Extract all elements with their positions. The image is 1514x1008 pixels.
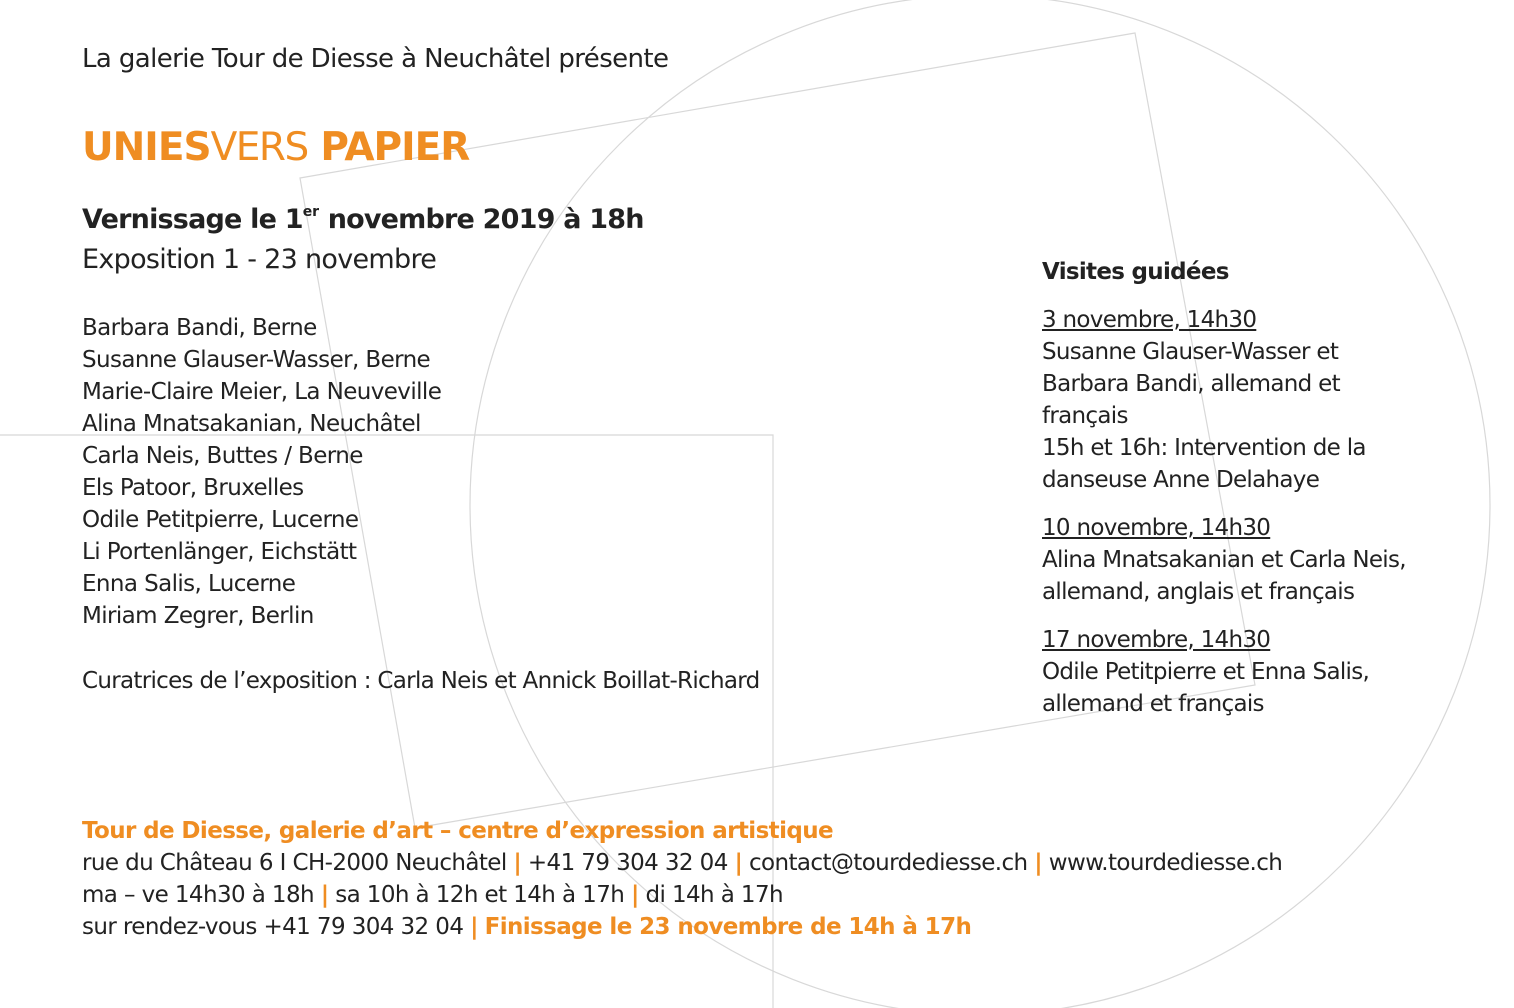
title-part-papier: PAPIER <box>307 125 470 170</box>
title-part-unies: UNIES <box>82 125 211 170</box>
artist-item: Li Portenlänger, Eichstätt <box>82 539 357 565</box>
artist-item: Barbara Bandi, Berne <box>82 315 317 341</box>
visit-detail: Alina Mnatsakanian et Carla Neis, <box>1042 547 1406 573</box>
artist-item: Marie-Claire Meier, La Neuveville <box>82 379 442 405</box>
visit-date: 10 novembre, 14h30 <box>1042 515 1271 541</box>
visit-detail: danseuse Anne Delahaye <box>1042 467 1320 493</box>
visit-detail: Barbara Bandi, allemand et <box>1042 371 1340 397</box>
curators-text: Curatrices de l’exposition : Carla Neis et Annick Boillat-Richard <box>82 668 760 694</box>
visit-date: 3 novembre, 14h30 <box>1042 307 1257 333</box>
visit-item <box>1042 624 1482 720</box>
gallery-phone: +41 79 304 32 04 <box>527 850 728 876</box>
artist-list <box>82 312 441 632</box>
hours-saturday: sa 10h à 12h et 14h à 17h <box>335 882 625 908</box>
artist-item: Miriam Zegrer, Berlin <box>82 603 314 629</box>
separator: | <box>1034 850 1043 876</box>
contact-line <box>82 847 1282 879</box>
separator: | <box>734 850 743 876</box>
artist-item: Susanne Glauser-Wasser, Berne <box>82 347 431 373</box>
visit-item <box>1042 512 1482 608</box>
visit-date: 17 novembre, 14h30 <box>1042 627 1271 653</box>
artist-item: Alina Mnatsakanian, Neuchâtel <box>82 411 421 437</box>
gallery-website-link[interactable]: www.tourdediesse.ch <box>1048 850 1283 876</box>
opening-hours-line <box>82 879 1282 911</box>
hours-sunday: di 14h à 17h <box>645 882 783 908</box>
gallery-email-link[interactable]: contact@tourdediesse.ch <box>749 850 1028 876</box>
visit-detail: Susanne Glauser-Wasser et <box>1042 339 1339 365</box>
visit-detail: allemand, anglais et français <box>1042 579 1355 605</box>
hours-weekday: ma – ve 14h30 à 18h <box>82 882 314 908</box>
artist-item: Els Patoor, Bruxelles <box>82 475 304 501</box>
separator: | <box>513 850 522 876</box>
vernissage-ordinal: er <box>302 204 320 220</box>
exhibition-title <box>82 124 469 172</box>
visit-detail: allemand et français <box>1042 691 1264 717</box>
separator: | <box>320 882 329 908</box>
appointment-line <box>82 911 1282 943</box>
separator: | <box>630 882 639 908</box>
title-part-vers: VERS <box>210 125 308 170</box>
gallery-address: rue du Château 6 I CH-2000 Neuchâtel <box>82 850 507 876</box>
artist-item: Carla Neis, Buttes / Berne <box>82 443 363 469</box>
vernissage-prefix: Vernissage le 1 <box>82 204 303 235</box>
visit-detail: Odile Petitpierre et Enna Salis, <box>1042 659 1370 685</box>
artist-item: Odile Petitpierre, Lucerne <box>82 507 359 533</box>
visit-item <box>1042 304 1482 496</box>
vernissage-date <box>82 204 644 235</box>
gallery-name: Tour de Diesse, galerie d’art – centre d’expression artistique <box>82 818 833 844</box>
visit-detail: français <box>1042 403 1128 429</box>
visit-detail: 15h et 16h: Intervention de la <box>1042 435 1366 461</box>
guided-visits <box>1042 256 1482 736</box>
finissage-text: Finissage le 23 novembre de 14h à 17h <box>484 914 972 940</box>
separator: | <box>470 914 478 940</box>
guided-visits-title: Visites guidées <box>1042 259 1229 285</box>
artist-item: Enna Salis, Lucerne <box>82 571 296 597</box>
vernissage-suffix: novembre 2019 à 18h <box>319 204 644 235</box>
appointment-text: sur rendez-vous +41 79 304 32 04 <box>82 914 464 940</box>
gallery-contact-footer <box>82 815 1282 943</box>
intro-text: La galerie Tour de Diesse à Neuchâtel présente <box>82 44 669 74</box>
exposition-dates: Exposition 1 - 23 novembre <box>82 244 437 275</box>
